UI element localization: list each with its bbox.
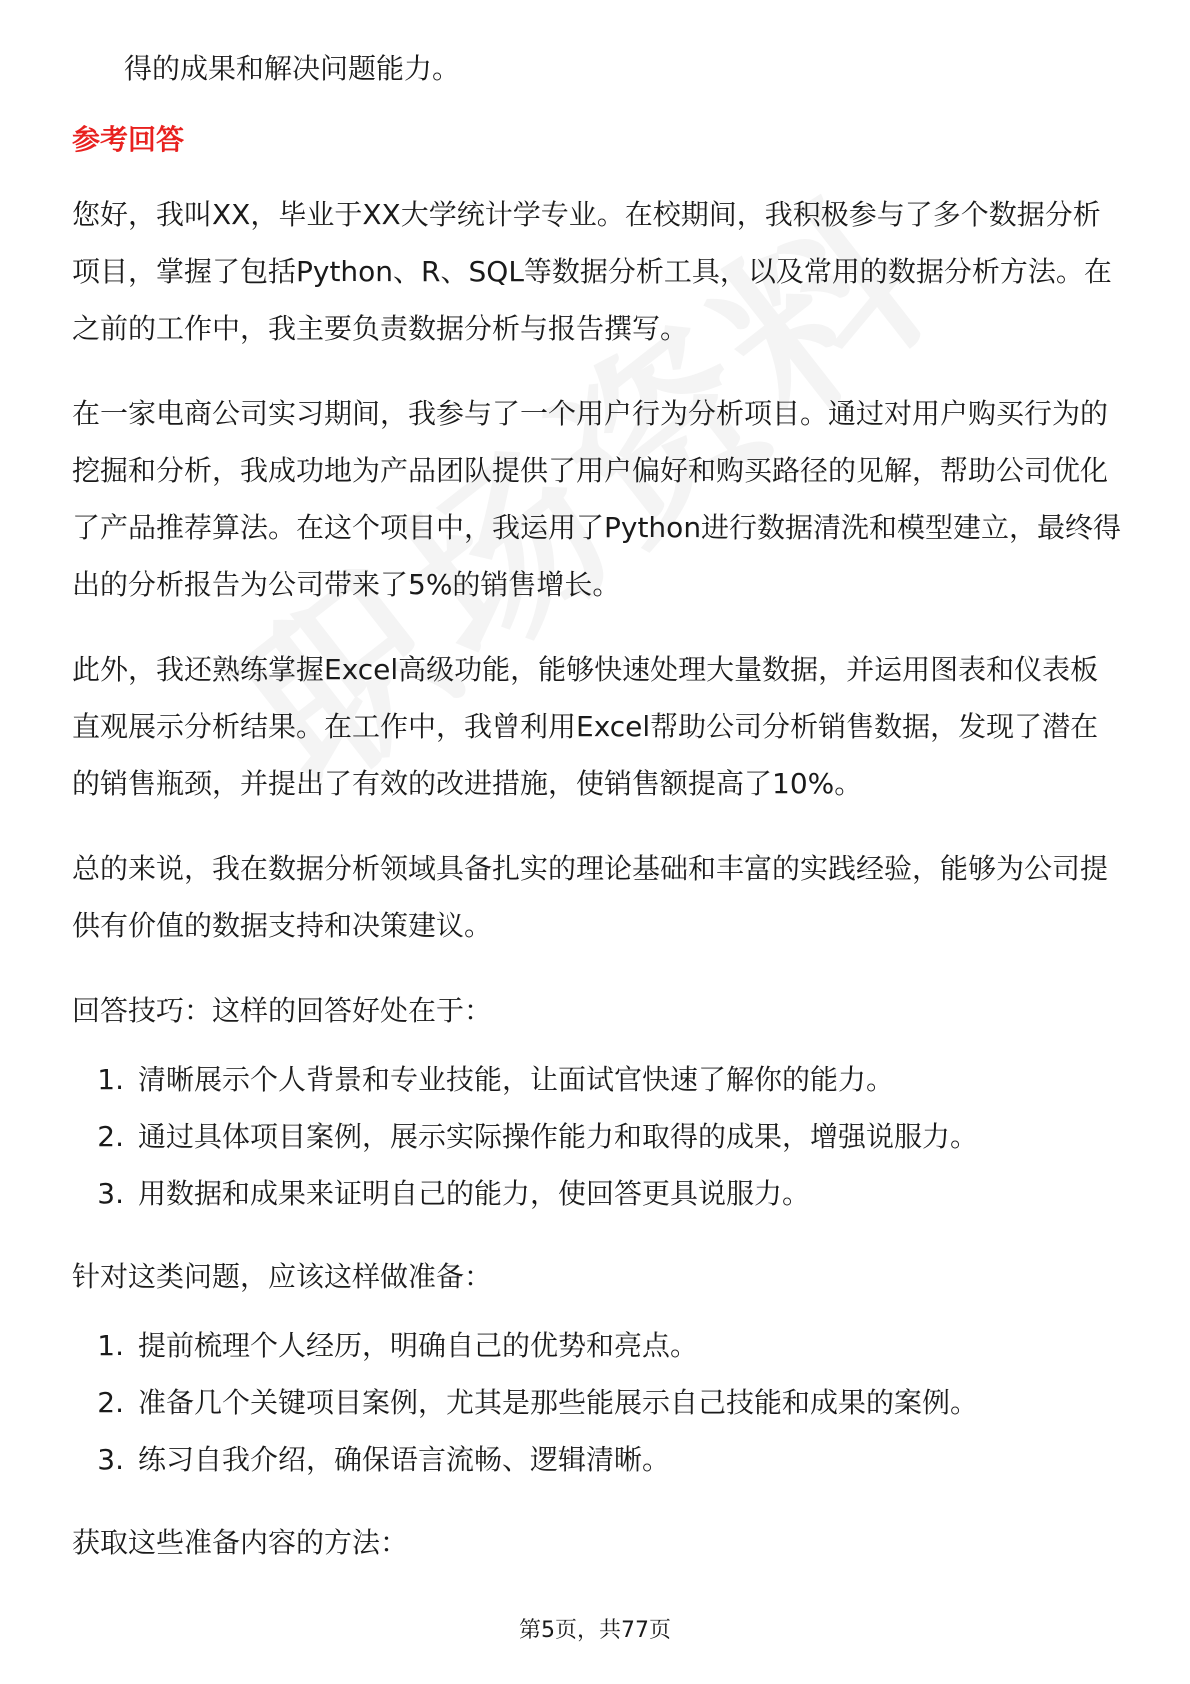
paragraph-2: 在一家电商公司实习期间，我参与了一个用户行为分析项目。通过对用户购买行为的挖掘和分析，我成功地为产品团队提供了用户偏好和购买路径的见解，帮助公司优化了产品推荐算法。在这个项目中，我运用了Python进行数据清洗和模型建立，最终得出的分析报告为公司带来了5%的销售增长。 bbox=[72, 397, 1122, 601]
list-number: 3. bbox=[97, 1443, 124, 1476]
page-content bbox=[72, 40, 1122, 1571]
list-number: 3. bbox=[97, 1177, 124, 1210]
list-item bbox=[72, 1165, 1122, 1222]
list-item bbox=[72, 1374, 1122, 1431]
list-number: 1. bbox=[97, 1063, 124, 1096]
page-footer: 第5页，共77页 bbox=[519, 1618, 671, 1643]
prep-label: 针对这类问题，应该这样做准备： bbox=[72, 1260, 493, 1293]
list-number: 2. bbox=[97, 1386, 124, 1419]
list-text: 练习自我介绍，确保语言流畅、逻辑清晰。 bbox=[138, 1443, 671, 1476]
intro-continuation: 得的成果和解决问题能力。 bbox=[124, 52, 461, 85]
list-item bbox=[72, 1317, 1122, 1374]
method-label: 获取这些准备内容的方法： bbox=[72, 1526, 409, 1559]
list-text: 提前梳理个人经历，明确自己的优势和亮点。 bbox=[138, 1329, 699, 1362]
list-text: 通过具体项目案例，展示实际操作能力和取得的成果，增强说服力。 bbox=[138, 1120, 979, 1153]
list-number: 1. bbox=[97, 1329, 124, 1362]
list-text: 用数据和成果来证明自己的能力，使回答更具说服力。 bbox=[138, 1177, 811, 1210]
tips-label: 回答技巧：这样的回答好处在于： bbox=[72, 994, 493, 1027]
paragraph-1: 您好，我叫XX，毕业于XX大学统计学专业。在校期间，我积极参与了多个数据分析项目，掌握了包括Python、R、SQL等数据分析工具，以及常用的数据分析方法。在之前的工作中，我主要负责数据分析与报告撰写。 bbox=[72, 198, 1112, 345]
paragraph-4: 总的来说，我在数据分析领域具备扎实的理论基础和丰富的实践经验，能够为公司提供有价值的数据支持和决策建议。 bbox=[72, 852, 1109, 942]
paragraph-3: 此外，我还熟练掌握Excel高级功能，能够快速处理大量数据，并运用图表和仪表板直观展示分析结果。在工作中，我曾利用Excel帮助公司分析销售数据，发现了潜在的销售瓶颈，并提出了有效的改进措施，使销售额提高了10%。 bbox=[72, 653, 1099, 800]
list-item bbox=[72, 1431, 1122, 1488]
tips-list bbox=[72, 1051, 1122, 1222]
list-number: 2. bbox=[97, 1120, 124, 1153]
list-text: 清晰展示个人背景和专业技能，让面试官快速了解你的能力。 bbox=[138, 1063, 895, 1096]
list-item bbox=[72, 1051, 1122, 1108]
list-text: 准备几个关键项目案例，尤其是那些能展示自己技能和成果的案例。 bbox=[138, 1386, 979, 1419]
section-heading: 参考回答 bbox=[72, 123, 185, 156]
list-item bbox=[72, 1108, 1122, 1165]
prep-list bbox=[72, 1317, 1122, 1488]
